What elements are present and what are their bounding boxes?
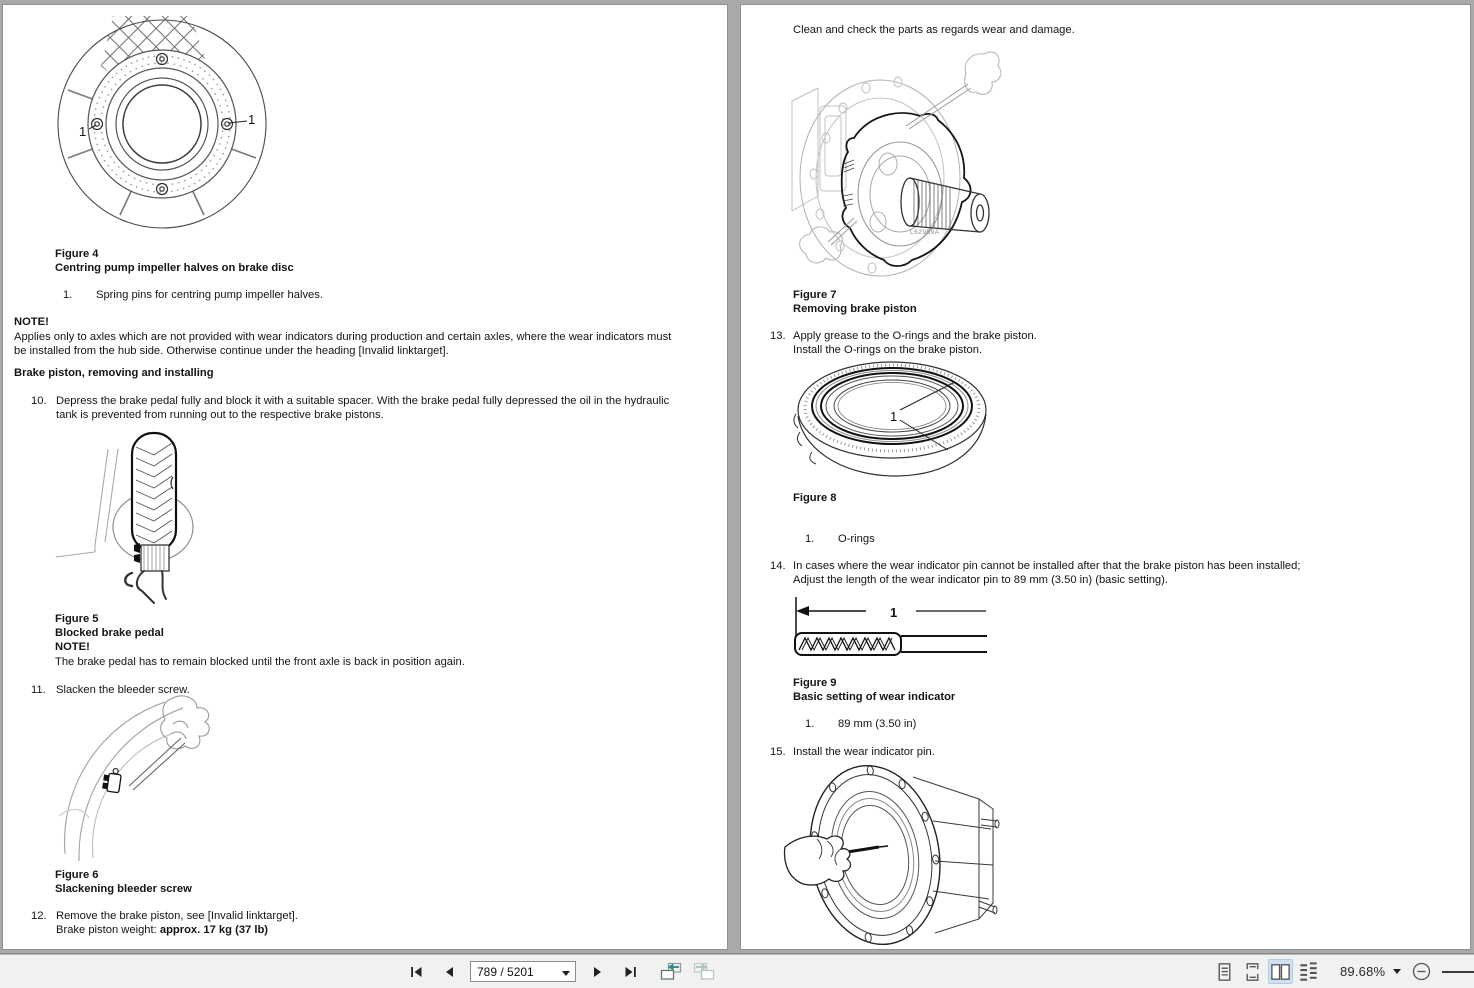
fig8-caption-title: Figure 8 (793, 492, 837, 504)
bleeder-screw-drawing (53, 694, 235, 862)
continuous-view-icon (1241, 961, 1264, 983)
step12-num: 12. (31, 910, 47, 922)
note-title: NOTE! (14, 316, 49, 328)
step14-num: 14. (770, 560, 786, 572)
previous-page-icon (443, 965, 456, 979)
step12-weight-value: approx. 17 kg (37 lb) (159, 924, 269, 936)
fig6-caption-title: Figure 6 (55, 869, 99, 881)
figure8-orings-illustration (790, 358, 990, 482)
figure9-wear-indicator-illustration (792, 595, 990, 663)
figure4-brake-disc-illustration (55, 10, 269, 243)
step13-num: 13. (770, 330, 786, 342)
document-page-left (2, 4, 728, 950)
step12-line1: Remove the brake piston, see [Invalid linktarget]. (56, 910, 298, 922)
step12-weight-label: Brake piston weight: (56, 924, 160, 936)
fig5-caption-title: Figure 5 (55, 613, 99, 625)
fig4-caption-title: Figure 4 (55, 248, 99, 260)
single-page-view-icon (1213, 961, 1236, 983)
previous-view-button[interactable] (659, 960, 683, 984)
zoom-dropdown-caret-icon[interactable] (1393, 969, 1401, 974)
fig8-callout: 1 (890, 409, 898, 424)
step15-num: 15. (770, 746, 786, 758)
fig9-legend-num: 1. (805, 718, 815, 730)
page-navigation-group (404, 954, 716, 988)
fig5-caption-subtitle: Blocked brake pedal (55, 627, 164, 639)
last-page-icon (623, 965, 638, 979)
step13-line1: Apply grease to the O-rings and the brake piston. (793, 330, 1037, 342)
step10-line1: Depress the brake pedal fully and block it with a suitable spacer. With the brake pedal fully depressed the oil in the hydraulic (56, 395, 670, 407)
step15-text: Install the wear indicator pin. (793, 746, 935, 758)
step12-line2 (56, 923, 268, 937)
wear-indicator-drawing (792, 595, 990, 663)
install-wear-pin-illustration (783, 761, 1000, 951)
first-page-icon (409, 965, 424, 979)
step11-num: 11. (31, 684, 46, 696)
document-page-right (740, 4, 1471, 950)
fig9-caption-title: Figure 9 (793, 677, 837, 689)
note-line1: Applies only to axles which are not provided with wear indicators during production and certain axles, where the wear indicators must (14, 331, 672, 343)
first-page-button[interactable] (404, 960, 428, 984)
fig7-caption-subtitle: Removing brake piston (793, 303, 917, 315)
next-page-button[interactable] (585, 960, 609, 984)
view-and-zoom-group (1212, 954, 1474, 988)
two-page-view-icon (1269, 961, 1292, 983)
orings-drawing (790, 358, 990, 482)
fig4-caption-subtitle: Centring pump impeller halves on brake disc (55, 262, 294, 274)
fig4-callout-right: 1 (248, 112, 256, 127)
fig7-caption-title: Figure 7 (793, 289, 837, 301)
figure7-removing-piston-illustration (788, 46, 1002, 282)
step10-line2: tank is prevented from running out to the respective brake pistons. (56, 409, 384, 421)
fig9-legend-text: 89 mm (3.50 in) (838, 718, 917, 730)
zoom-level-value: 89.68% (1340, 964, 1386, 979)
fig4-legend-num: 1. (63, 289, 73, 301)
step11-text: Slacken the bleeder screw. (56, 684, 190, 696)
note-line2: be installed from the hub side. Otherwise continue under the heading [Invalid linktarget]. (14, 345, 449, 357)
step10-num: 10. (31, 395, 47, 407)
fig5-note-title: NOTE! (55, 641, 90, 653)
viewer-toolbar (0, 953, 1474, 988)
continuous-view-button[interactable] (1240, 959, 1265, 984)
fig8-legend-num: 1. (805, 533, 815, 545)
next-page-icon (591, 965, 604, 979)
fig5-note-body: The brake pedal has to remain blocked until the front axle is back in position again. (55, 656, 465, 668)
intro-text: Clean and check the parts as regards wear and damage. (793, 24, 1075, 36)
brake-pedal-drawing (48, 425, 232, 607)
two-page-view-button[interactable] (1268, 959, 1293, 984)
page-dropdown-caret-icon[interactable] (562, 965, 570, 979)
step13-line2: Install the O-rings on the brake piston. (793, 344, 983, 356)
fig9-callout: 1 (890, 605, 898, 620)
brake-disc-drawing (55, 10, 269, 243)
figure5-brake-pedal-illustration (48, 425, 232, 607)
next-view-icon (693, 962, 715, 981)
section-heading: Brake piston, removing and installing (14, 367, 214, 379)
last-page-button[interactable] (618, 960, 642, 984)
zoom-slider[interactable] (1442, 964, 1474, 980)
previous-page-button[interactable] (437, 960, 461, 984)
zoom-out-icon (1411, 961, 1432, 982)
fig6-caption-subtitle: Slackening bleeder screw (55, 883, 192, 895)
next-view-button[interactable] (692, 960, 716, 984)
fig4-legend-text: Spring pins for centring pump impeller halves. (96, 289, 323, 301)
zoom-slider-track[interactable] (1442, 971, 1474, 973)
two-page-continuous-view-icon (1297, 961, 1320, 983)
figure6-bleeder-screw-illustration (53, 694, 235, 862)
page-number-input[interactable] (470, 961, 576, 982)
page-number-value: 789 / 5201 (477, 964, 534, 979)
fig8-legend-text: O-rings (838, 533, 875, 545)
step14-line1: In cases where the wear indicator pin cannot be installed after that the brake piston has been installed; (793, 560, 1301, 572)
step14-line2: Adjust the length of the wear indicator pin to 89 mm (3.50 in) (basic setting). (793, 574, 1168, 586)
removing-piston-drawing (788, 46, 1002, 282)
fig9-caption-subtitle: Basic setting of wear indicator (793, 691, 956, 703)
fig4-callout-left: 1 (79, 124, 87, 139)
install-pin-drawing (783, 761, 1000, 951)
previous-view-icon (660, 962, 682, 981)
zoom-out-button[interactable] (1409, 960, 1433, 984)
single-page-view-button[interactable] (1212, 959, 1237, 984)
fig7-code-label: L62959A (910, 229, 940, 236)
two-page-continuous-view-button[interactable] (1296, 959, 1321, 984)
